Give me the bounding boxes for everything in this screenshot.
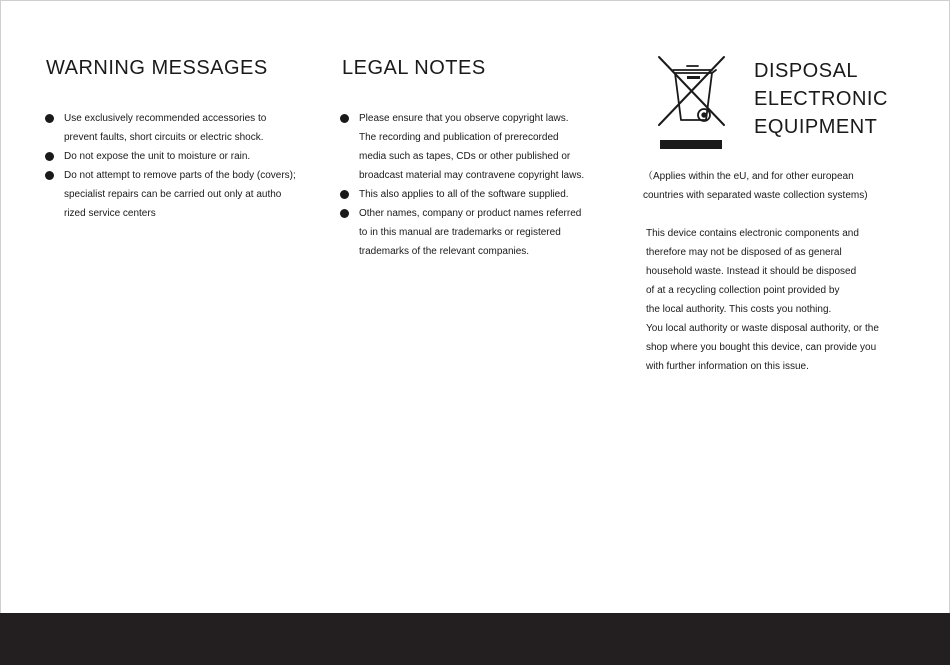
crossed-out-wheelie-bin-icon — [656, 54, 730, 157]
body-line: This device contains electronic components and — [646, 228, 859, 239]
applies-line: （Applies within the eU, and for other european — [643, 171, 854, 182]
bullet-icon — [340, 114, 349, 123]
bullet-icon — [45, 152, 54, 161]
warning-item-line: rized service centers — [64, 208, 156, 219]
disposal-title — [754, 57, 888, 141]
warning-item-line: Use exclusively recommended accessories to — [64, 113, 267, 124]
bullet-icon — [45, 171, 54, 180]
warning-item-line: prevent faults, short circuits or electric shock. — [64, 132, 264, 143]
warning-item — [46, 147, 296, 166]
legal-list — [341, 109, 584, 261]
legal-item-line: Other names, company or product names referred — [359, 208, 582, 219]
warning-messages-title: WARNING MESSAGES — [46, 57, 268, 79]
disposal-title-line: EQUIPMENT — [754, 116, 878, 138]
legal-notes-title: LEGAL NOTES — [342, 57, 486, 79]
footer-bar — [0, 613, 950, 665]
bullet-icon — [340, 209, 349, 218]
legal-item-line: to in this manual are trademarks or registered — [359, 227, 561, 238]
warning-item — [46, 109, 296, 147]
legal-item-line: media such as tapes, CDs or other published or — [359, 151, 571, 162]
legal-item-line: trademarks of the relevant companies. — [359, 246, 530, 257]
legal-item-line: Please ensure that you observe copyright laws. — [359, 113, 569, 124]
warning-item — [46, 166, 296, 223]
disposal-title-line: ELECTRONIC — [754, 88, 888, 110]
legal-item — [341, 204, 584, 261]
warning-item-line: Do not attempt to remove parts of the body (covers); — [64, 170, 296, 181]
warning-item-line: Do not expose the unit to moisture or rain. — [64, 151, 251, 162]
bullet-icon — [340, 190, 349, 199]
bullet-icon — [45, 114, 54, 123]
disposal-title-line: DISPOSAL — [754, 60, 859, 82]
legal-item — [341, 185, 584, 204]
body-line: with further information on this issue. — [646, 361, 809, 372]
body-line: shop where you bought this device, can provide you — [646, 342, 877, 353]
warning-item-line: specialist repairs can be carried out only at autho — [64, 189, 282, 200]
legal-item-line: The recording and publication of prerecorded — [359, 132, 559, 143]
legal-item-line: broadcast material may contravene copyright laws. — [359, 170, 585, 181]
applies-line: countries with separated waste collection systems) — [643, 190, 868, 201]
body-line: the local authority. This costs you nothing. — [646, 304, 832, 315]
legal-item-line: This also applies to all of the software supplied. — [359, 189, 569, 200]
body-line: You local authority or waste disposal authority, or the — [646, 323, 879, 334]
disposal-applies-note — [643, 167, 868, 205]
body-line: household waste. Instead it should be disposed — [646, 266, 857, 277]
body-line: of at a recycling collection point provided by — [646, 285, 840, 296]
body-line: therefore may not be disposed of as general — [646, 247, 842, 258]
legal-item — [341, 109, 584, 185]
disposal-body-text — [646, 224, 879, 376]
warning-list — [46, 109, 296, 223]
